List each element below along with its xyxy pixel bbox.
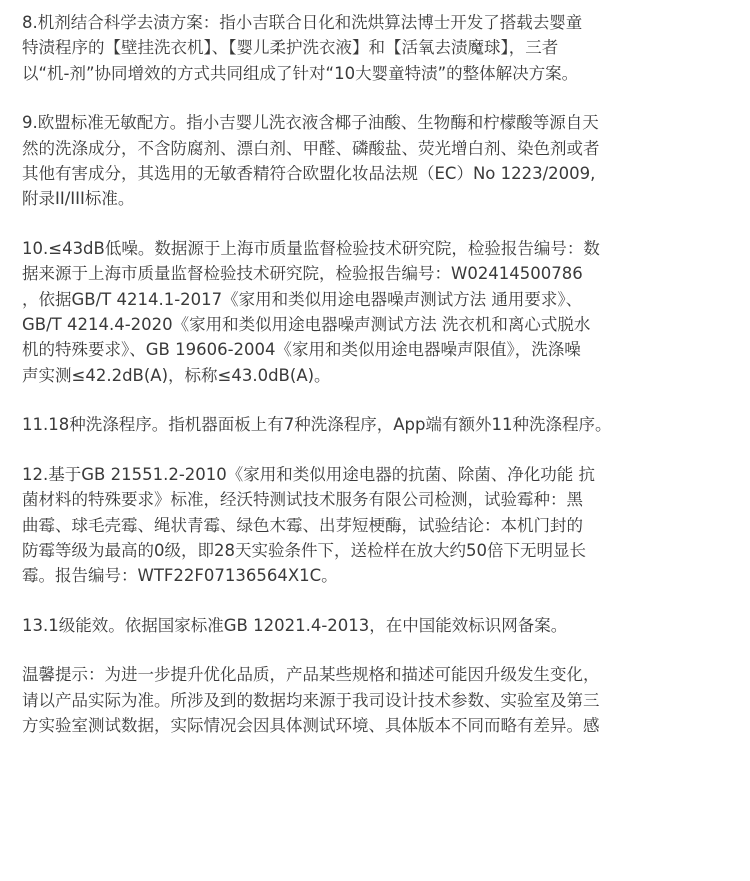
text-line: 曲霉、球毛壳霉、绳状青霉、绿色木霉、出芽短梗酶，试验结论：本机门封的 bbox=[22, 515, 583, 535]
text-line: 声实测≤42.2dB(A)，标称≤43.0dB(A)。 bbox=[22, 365, 331, 385]
text-line: 霉。报告编号：WTF22F07136564X1C。 bbox=[22, 566, 338, 586]
text-line: 方实验室测试数据，实际情况会因具体测试环境、具体版本不同而略有差异。感 bbox=[22, 715, 600, 735]
text-line: 9.欧盟标准无敏配方。指小吉婴儿洗衣液含椰子油酸、生物酶和柠檬酸等源自天 bbox=[22, 113, 599, 133]
text-line: 10.≤43dB低噪。数据源于上海市质量监督检验技术研究院，检验报告编号：数 bbox=[22, 238, 600, 258]
text-line: 其他有害成分，其选用的无敏香精符合欧盟化妆品法规（EC）No 1223/2009, bbox=[22, 164, 596, 184]
note-paragraph-12 bbox=[22, 462, 728, 589]
text-line: 请以产品实际为准。所涉及到的数据均来源于我司设计技术参数、实验室及第三 bbox=[22, 690, 600, 710]
text-line: 据来源于上海市质量监督检验技术研究院，检验报告编号：W02414500786 bbox=[22, 264, 583, 284]
text-line: 附录II/III标准。 bbox=[22, 189, 135, 209]
text-line: 特渍程序的【壁挂洗衣机】、【婴儿柔护洗衣液】和【活氧去渍魔球】，三者 bbox=[22, 38, 559, 58]
text-line: 温馨提示：为进一步提升优化品质，产品某些规格和描述可能因升级发生变化， bbox=[22, 665, 600, 685]
text-line: 然的洗涤成分，不含防腐剂、漂白剂、甲醛、磷酸盐、荧光增白剂、染色剂或者 bbox=[22, 138, 600, 158]
note-paragraph-11 bbox=[22, 412, 728, 437]
note-paragraph-9 bbox=[22, 110, 728, 212]
text-line: 13.1级能效。依据国家标准GB 12021.4-2013，在中国能效标识网备案。 bbox=[22, 615, 568, 635]
text-line: 机的特殊要求》、GB 19606-2004《家用和类似用途电器噪声限值》，洗涤噪 bbox=[22, 340, 581, 360]
note-paragraph-10 bbox=[22, 236, 728, 388]
text-line: GB/T 4214.4-2020《家用和类似用途电器噪声测试方法 洗衣机和离心式脱水 bbox=[22, 315, 591, 335]
text-line: 防霉等级为最高的0级，即28天实验条件下，送检样在放大约50倍下无明显长 bbox=[22, 540, 586, 560]
note-paragraph-13 bbox=[22, 613, 728, 638]
text-line: 8.机剂结合科学去渍方案：指小吉联合日化和洗烘算法博士开发了搭载去婴童 bbox=[22, 13, 583, 32]
note-paragraph-8 bbox=[22, 10, 728, 86]
text-line: 12.基于GB 21551.2-2010《家用和类似用途电器的抗菌、除菌、净化功能 抗 bbox=[22, 464, 596, 484]
warm-tip-paragraph bbox=[22, 662, 728, 738]
text-line: 菌材料的特殊要求》标准，经沃特测试技术服务有限公司检测，试验霉种：黑 bbox=[22, 490, 583, 510]
text-line: ，依据GB/T 4214.1-2017《家用和类似用途电器噪声测试方法 通用要求》、 bbox=[22, 289, 583, 309]
text-line: 以“机-剂”协同增效的方式共同组成了针对“10大婴童特渍”的整体解决方案。 bbox=[22, 63, 579, 83]
text-line: 11.18种洗涤程序。指机器面板上有7种洗涤程序，App端有额外11种洗涤程序。 bbox=[22, 415, 612, 435]
